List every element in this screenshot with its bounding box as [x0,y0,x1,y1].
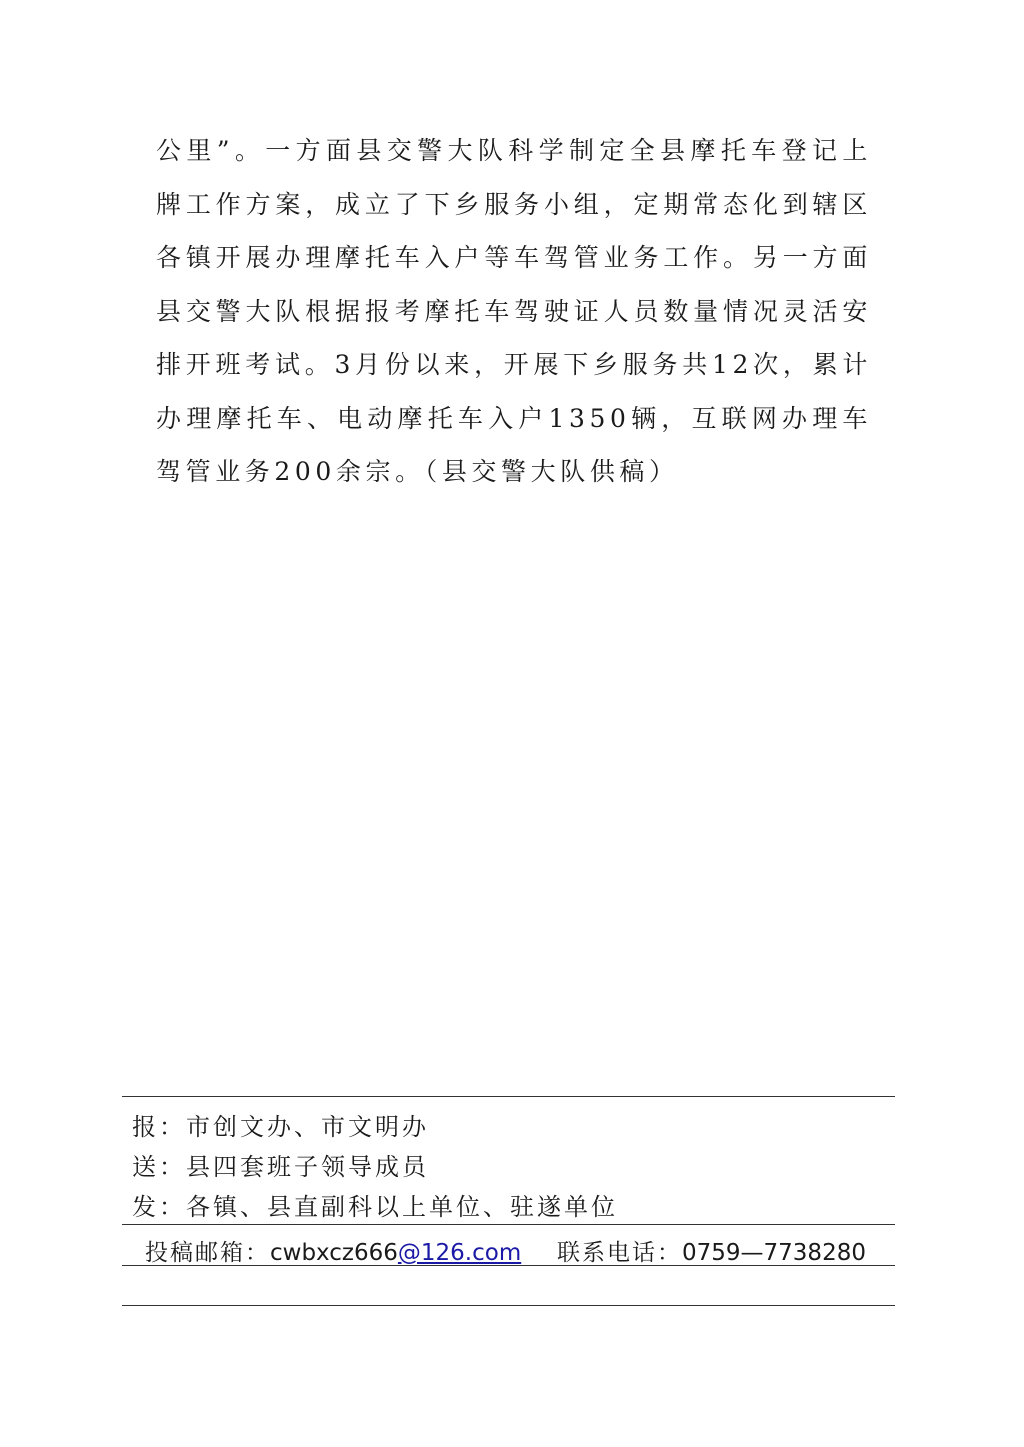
phone-number: 0759—7738280 [682,1240,866,1266]
email-label: 投稿邮箱： [145,1240,270,1266]
email-user: cwbxcz666 [270,1240,398,1266]
phone-label: 联系电话： [557,1240,682,1266]
email-block [145,1234,521,1267]
report-line: 报：市创文办、市文明办 [132,1113,429,1141]
issue-line: 发：各镇、县直副科以上单位、驻遂单位 [132,1193,618,1221]
phone-block [557,1234,866,1267]
email-link[interactable]: @126.com [397,1240,522,1266]
divider-bottom [122,1305,895,1306]
divider-top [122,1096,895,1097]
article-paragraph: 公里”。一方面县交警大队科学制定全县摩托车登记上牌工作方案，成立了下乡服务小组，定期常态化到辖区各镇开展办理摩托车入户等车驾管业务工作。另一方面县交警大队根据报考摩托车驾驶证人员数量情况灵活安排开班考试。3月份以来，开展下乡服务共12次，累计办理摩托车、电动摩托车入户1350辆，互联网办理车驾管业务200余宗。（县交警大队供稿） [156,136,872,486]
send-line: 送：县四套班子领导成员 [132,1153,429,1181]
divider-lower [122,1265,895,1266]
divider-middle [122,1224,895,1225]
